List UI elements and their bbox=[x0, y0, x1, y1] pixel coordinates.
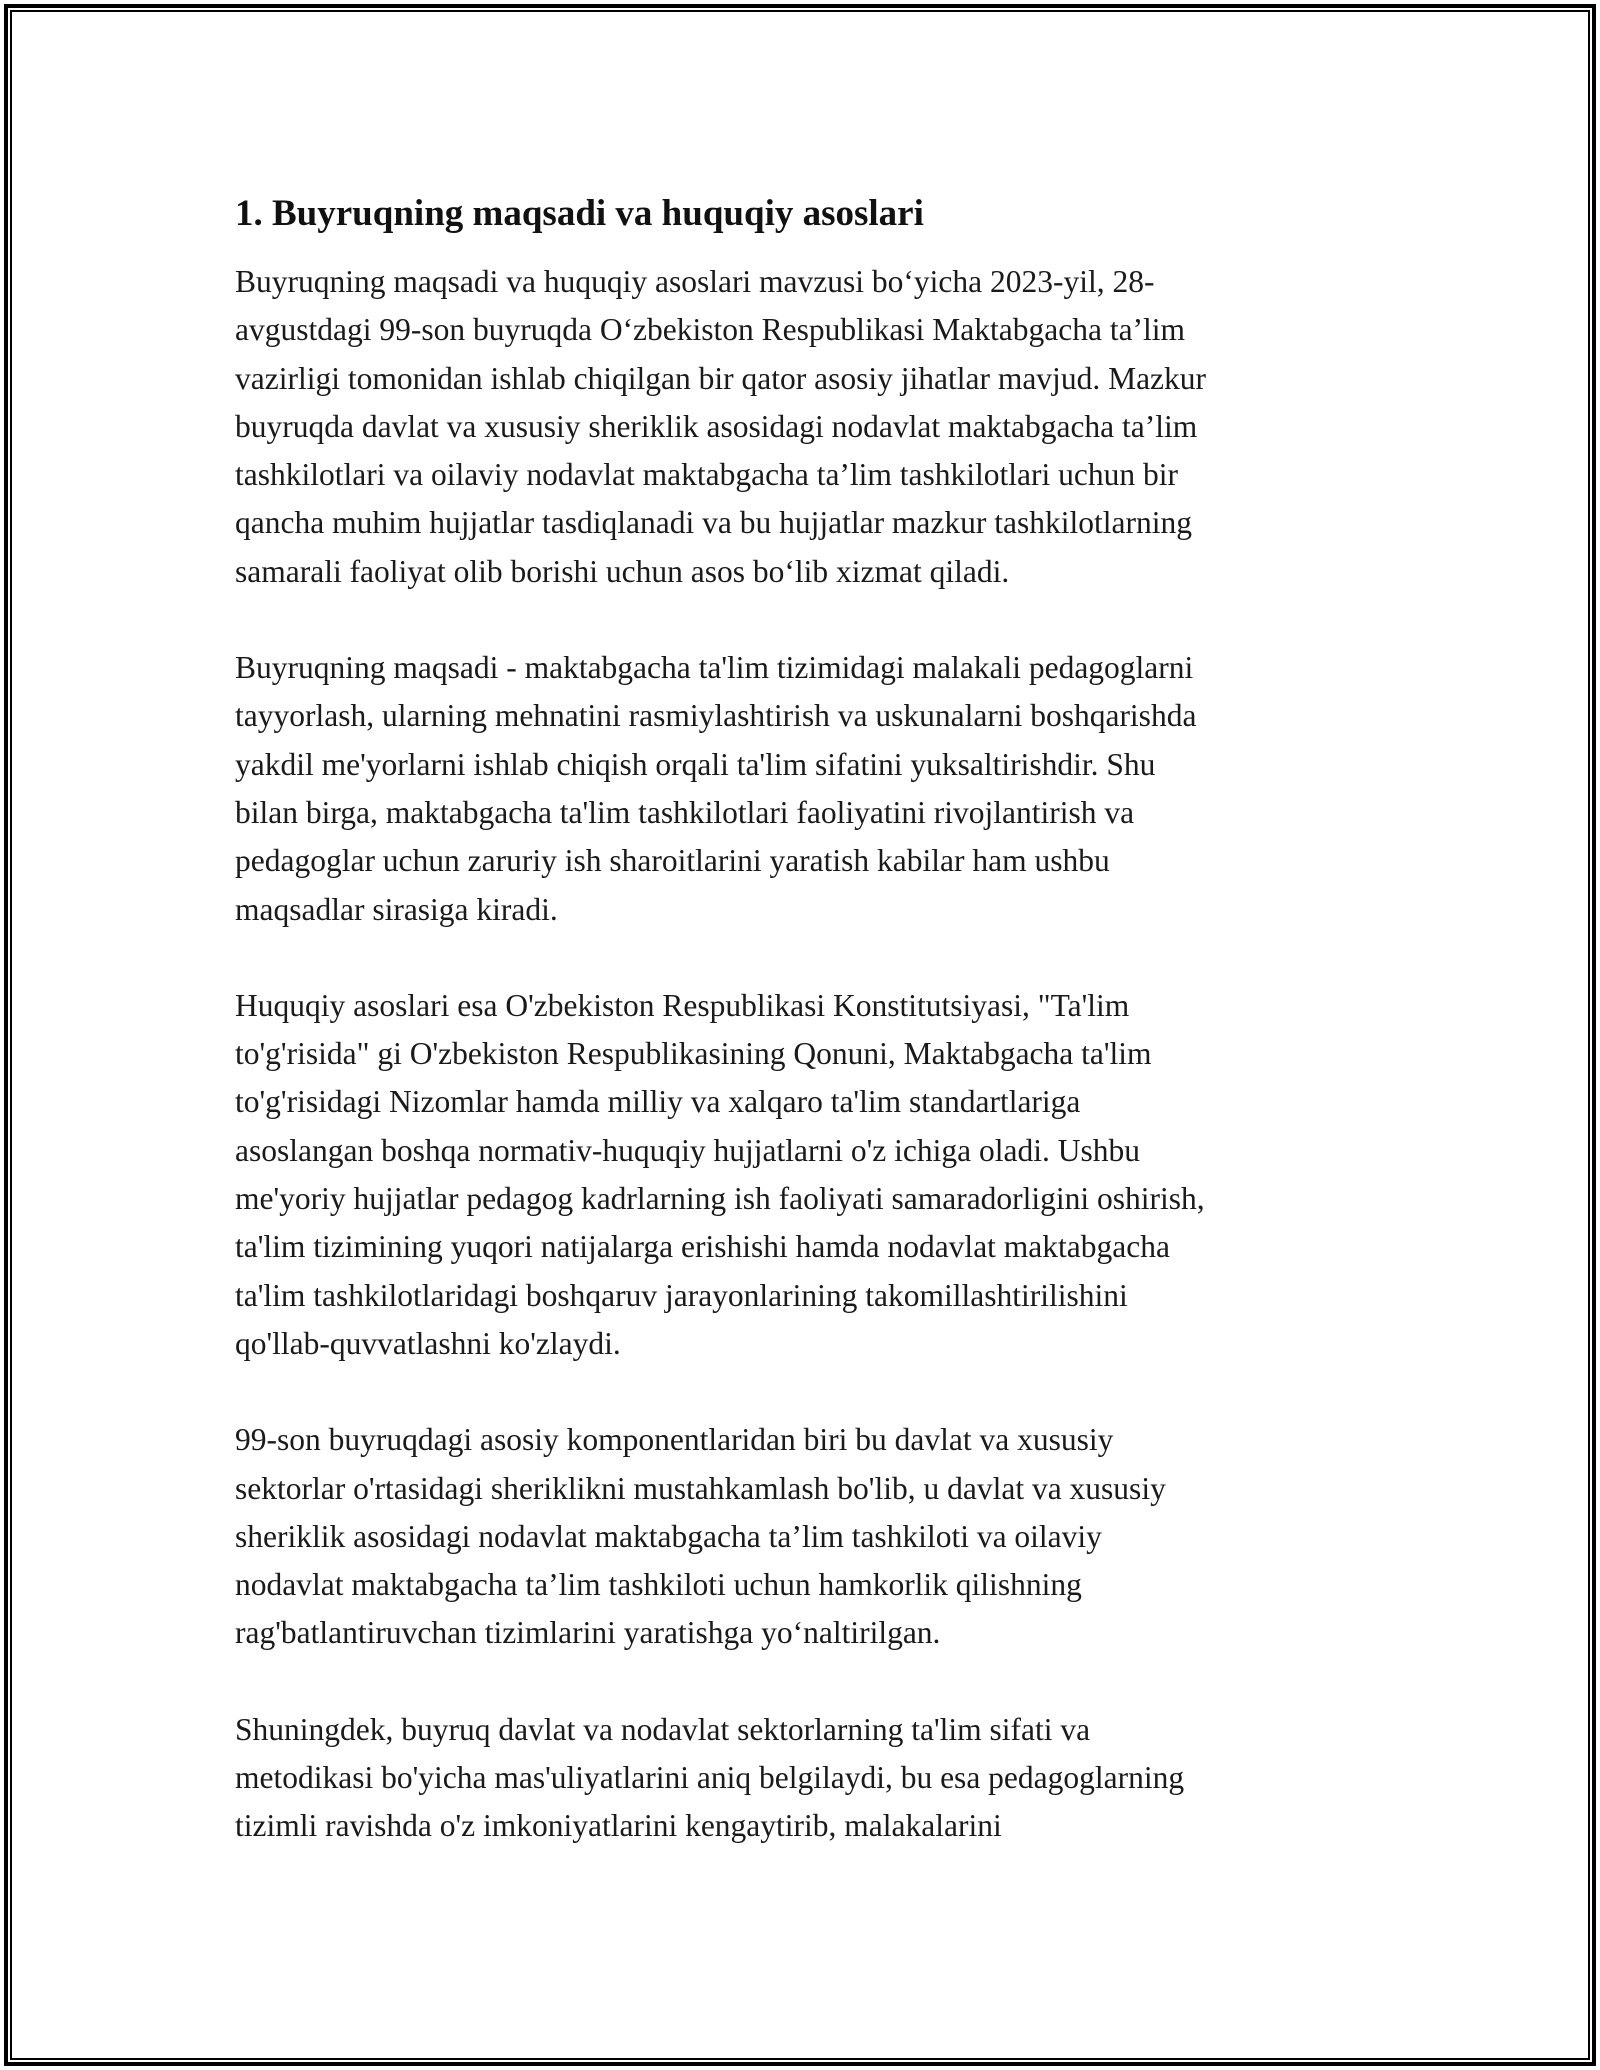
text-line: pedagoglar uchun zaruriy ish sharoitlarini yaratish kabilar ham ushbu bbox=[235, 843, 1110, 879]
text-line: Buyruqning maqsadi - maktabgacha ta'lim tizimidagi malakali pedagoglarni bbox=[235, 650, 1194, 686]
text-line: avgustdagi 99-son buyruqda O‘zbekiston Respublikasi Maktabgacha ta’lim bbox=[235, 312, 1186, 348]
text-line: yakdil me'yorlarni ishlab chiqish orqali ta'lim sifatini yuksaltirishdir. Shu bbox=[235, 746, 1156, 782]
text-line: bilan birga, maktabgacha ta'lim tashkilotlari faoliyatini rivojlantirish va bbox=[235, 794, 1135, 830]
text-line: Huquqiy asoslari esa O'zbekiston Respublikasi Konstitutsiyasi, "Ta'lim bbox=[235, 987, 1130, 1023]
text-line: to'g'risidagi Nizomlar hamda milliy va xalqaro ta'lim standartlariga bbox=[235, 1084, 1081, 1120]
text-line: to'g'risida" gi O'zbekiston Respublikasining Qonuni, Maktabgacha ta'lim bbox=[235, 1036, 1152, 1072]
text-line: sheriklik asosidagi nodavlat maktabgacha ta’lim tashkiloti va oilaviy bbox=[235, 1518, 1102, 1554]
text-line: buyruqda davlat va xususiy sheriklik asosidagi nodavlat maktabgacha ta’lim bbox=[235, 408, 1198, 444]
text-line: rag'batlantiruvchan tizimlarini yaratishga yo‘naltirilgan. bbox=[235, 1615, 941, 1651]
text-line: maqsadlar sirasiga kiradi. bbox=[235, 891, 558, 927]
text-line: vazirligi tomonidan ishlab chiqilgan bir qator asosiy jihatlar mavjud. Mazkur bbox=[235, 360, 1207, 396]
paragraph-1 bbox=[235, 258, 1375, 596]
paragraph-3 bbox=[235, 982, 1375, 1368]
text-line: tizimli ravishda o'z imkoniyatlarini kengaytirib, malakalarini bbox=[235, 1808, 1002, 1844]
paragraph-5 bbox=[235, 1706, 1375, 1851]
document-body bbox=[235, 188, 1375, 1899]
text-line: Buyruqning maqsadi va huquqiy asoslari mavzusi bo‘yicha 2023-yil, 28- bbox=[235, 264, 1155, 299]
paragraph-2 bbox=[235, 644, 1375, 934]
text-line: qancha muhim hujjatlar tasdiqlanadi va bu hujjatlar mazkur tashkilotlarning bbox=[235, 505, 1192, 541]
text-line: asoslangan boshqa normativ-huquqiy hujjatlarni o'z ichiga oladi. Ushbu bbox=[235, 1132, 1140, 1168]
text-line: nodavlat maktabgacha ta’lim tashkiloti uchun hamkorlik qilishning bbox=[235, 1567, 1082, 1603]
text-line: sektorlar o'rtasidagi sheriklikni mustahkamlash bo'lib, u davlat va xususiy bbox=[235, 1470, 1166, 1506]
paragraph-4 bbox=[235, 1416, 1375, 1657]
text-line: 99-son buyruqdagi asosiy komponentlaridan biri bu davlat va xususiy bbox=[235, 1422, 1114, 1458]
text-line: Shuningdek, buyruq davlat va nodavlat sektorlarning ta'lim sifati va bbox=[235, 1711, 1091, 1747]
text-line: tayyorlash, ularning mehnatini rasmiylashtirish va uskunalarni boshqarishda bbox=[235, 698, 1197, 734]
text-line: me'yoriy hujjatlar pedagog kadrlarning ish faoliyati samaradorligini oshirish, bbox=[235, 1181, 1205, 1217]
text-line: qo'llab-quvvatlashni ko'zlaydi. bbox=[235, 1325, 621, 1361]
text-line: ta'lim tashkilotlaridagi boshqaruv jarayonlarining takomillashtirilishini bbox=[235, 1277, 1128, 1313]
text-line: ta'lim tizimining yuqori natijalarga erishishi hamda nodavlat maktabgacha bbox=[235, 1229, 1170, 1265]
text-line: samarali faoliyat olib borishi uchun asos bo‘lib xizmat qiladi. bbox=[235, 553, 1010, 589]
text-line: tashkilotlari va oilaviy nodavlat maktabgacha ta’lim tashkilotlari uchun bir bbox=[235, 457, 1178, 493]
text-line: metodikasi bo'yicha mas'uliyatlarini aniq belgilaydi, bu esa pedagoglarning bbox=[235, 1760, 1185, 1796]
section-heading: 1. Buyruqning maqsadi va huquqiy asoslari bbox=[235, 193, 924, 234]
